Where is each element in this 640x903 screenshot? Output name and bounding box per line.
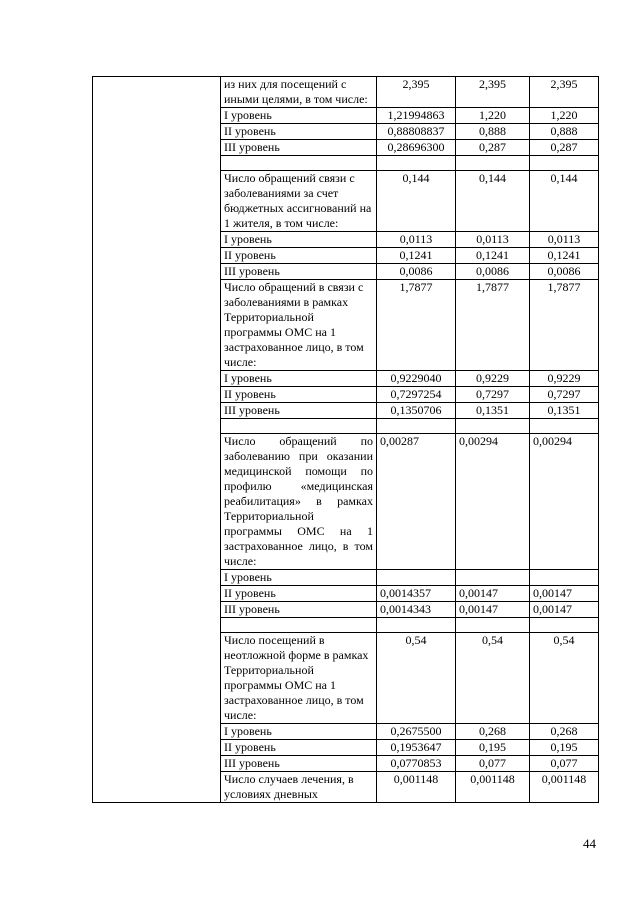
value-cell-1	[377, 156, 456, 171]
value-cell-2: 1,7877	[456, 280, 530, 371]
row-label	[221, 156, 377, 171]
value-cell-2: 0,001148	[456, 772, 530, 803]
value-cell-3: 0,7297	[530, 387, 599, 403]
value-cell-3: 0,144	[530, 171, 599, 232]
row-label: II уровень	[221, 387, 377, 403]
section-column-cell	[93, 77, 221, 803]
value-cell-3: 0,0113	[530, 232, 599, 248]
value-cell-3: 0,268	[530, 724, 599, 740]
row-label: II уровень	[221, 124, 377, 140]
value-cell-3: 0,888	[530, 124, 599, 140]
row-label: Число обращений в связи с заболеваниями в рамках Территориальной программы ОМС на 1 застрахованное лицо, в том числе:	[221, 280, 377, 371]
value-cell-1: 0,0086	[377, 264, 456, 280]
value-cell-1	[377, 570, 456, 586]
row-label: III уровень	[221, 140, 377, 156]
value-cell-1: 0,144	[377, 171, 456, 232]
value-cell-2: 1,220	[456, 108, 530, 124]
row-label	[221, 419, 377, 434]
value-cell-2: 2,395	[456, 77, 530, 108]
row-label: I уровень	[221, 724, 377, 740]
page-number: 44	[583, 836, 596, 851]
row-label: из них для посещений с иными целями, в том числе:	[221, 77, 377, 108]
value-cell-1: 0,88808837	[377, 124, 456, 140]
value-cell-1: 0,0113	[377, 232, 456, 248]
value-cell-1: 0,0014343	[377, 602, 456, 618]
value-cell-1: 0,0770853	[377, 756, 456, 772]
value-cell-3	[530, 570, 599, 586]
row-label: I уровень	[221, 108, 377, 124]
table-row	[93, 77, 599, 108]
value-cell-1	[377, 419, 456, 434]
row-label: II уровень	[221, 248, 377, 264]
value-cell-3: 0,077	[530, 756, 599, 772]
value-cell-1: 0,0014357	[377, 586, 456, 602]
row-label	[221, 618, 377, 633]
value-cell-2: 0,077	[456, 756, 530, 772]
value-cell-3	[530, 618, 599, 633]
value-cell-2	[456, 419, 530, 434]
value-cell-3	[530, 156, 599, 171]
row-label: III уровень	[221, 403, 377, 419]
value-cell-3: 0,00147	[530, 586, 599, 602]
value-cell-2: 0,1351	[456, 403, 530, 419]
row-label: II уровень	[221, 740, 377, 756]
value-cell-1: 2,395	[377, 77, 456, 108]
value-cell-3: 0,54	[530, 633, 599, 724]
value-cell-2: 0,287	[456, 140, 530, 156]
row-label: II уровень	[221, 586, 377, 602]
value-cell-3	[530, 419, 599, 434]
value-cell-1	[377, 618, 456, 633]
value-cell-2: 0,268	[456, 724, 530, 740]
row-label: III уровень	[221, 602, 377, 618]
value-cell-2	[456, 618, 530, 633]
value-cell-1: 0,28696300	[377, 140, 456, 156]
table-body	[93, 77, 599, 803]
value-cell-2: 0,00147	[456, 586, 530, 602]
value-cell-3: 0,9229	[530, 371, 599, 387]
value-cell-2: 0,9229	[456, 371, 530, 387]
value-cell-1: 0,1953647	[377, 740, 456, 756]
value-cell-3: 0,1351	[530, 403, 599, 419]
value-cell-3: 1,7877	[530, 280, 599, 371]
value-cell-3: 0,0086	[530, 264, 599, 280]
value-cell-2: 0,00147	[456, 602, 530, 618]
row-label: I уровень	[221, 232, 377, 248]
value-cell-1: 0,2675500	[377, 724, 456, 740]
value-cell-1: 1,21994863	[377, 108, 456, 124]
value-cell-2: 0,144	[456, 171, 530, 232]
value-cell-3: 0,00147	[530, 602, 599, 618]
value-cell-2: 0,0086	[456, 264, 530, 280]
value-cell-2: 0,54	[456, 633, 530, 724]
row-label: I уровень	[221, 371, 377, 387]
value-cell-2	[456, 156, 530, 171]
value-cell-3: 0,195	[530, 740, 599, 756]
value-cell-3: 0,001148	[530, 772, 599, 803]
value-cell-1: 1,7877	[377, 280, 456, 371]
row-label: Число обращений по заболеванию при оказании медицинской помощи по профилю «медицинская реабилитация» в рамках Территориальной программы ОМС на 1 застрахованное лицо, в том числе:	[221, 434, 377, 570]
value-cell-2: 0,1241	[456, 248, 530, 264]
value-cell-1: 0,00287	[377, 434, 456, 570]
value-cell-2: 0,195	[456, 740, 530, 756]
value-cell-2: 0,888	[456, 124, 530, 140]
row-label: Число посещений в неотложной форме в рамках Территориальной программы ОМС на 1 застрахованное лицо, в том числе:	[221, 633, 377, 724]
value-cell-1: 0,001148	[377, 772, 456, 803]
data-table	[92, 76, 599, 803]
value-cell-3: 0,00294	[530, 434, 599, 570]
value-cell-2: 0,0113	[456, 232, 530, 248]
value-cell-2	[456, 570, 530, 586]
value-cell-1: 0,54	[377, 633, 456, 724]
value-cell-1: 0,7297254	[377, 387, 456, 403]
row-label: Число случаев лечения, в условиях дневных	[221, 772, 377, 803]
value-cell-1: 0,1241	[377, 248, 456, 264]
value-cell-1: 0,9229040	[377, 371, 456, 387]
value-cell-2: 0,7297	[456, 387, 530, 403]
value-cell-3: 0,287	[530, 140, 599, 156]
value-cell-3: 0,1241	[530, 248, 599, 264]
row-label: III уровень	[221, 756, 377, 772]
value-cell-3: 1,220	[530, 108, 599, 124]
row-label: Число обращений связи с заболеваниями за счет бюджетных ассигнований на 1 жителя, в том числе:	[221, 171, 377, 232]
row-label: III уровень	[221, 264, 377, 280]
row-label: I уровень	[221, 570, 377, 586]
value-cell-1: 0,1350706	[377, 403, 456, 419]
value-cell-3: 2,395	[530, 77, 599, 108]
value-cell-2: 0,00294	[456, 434, 530, 570]
